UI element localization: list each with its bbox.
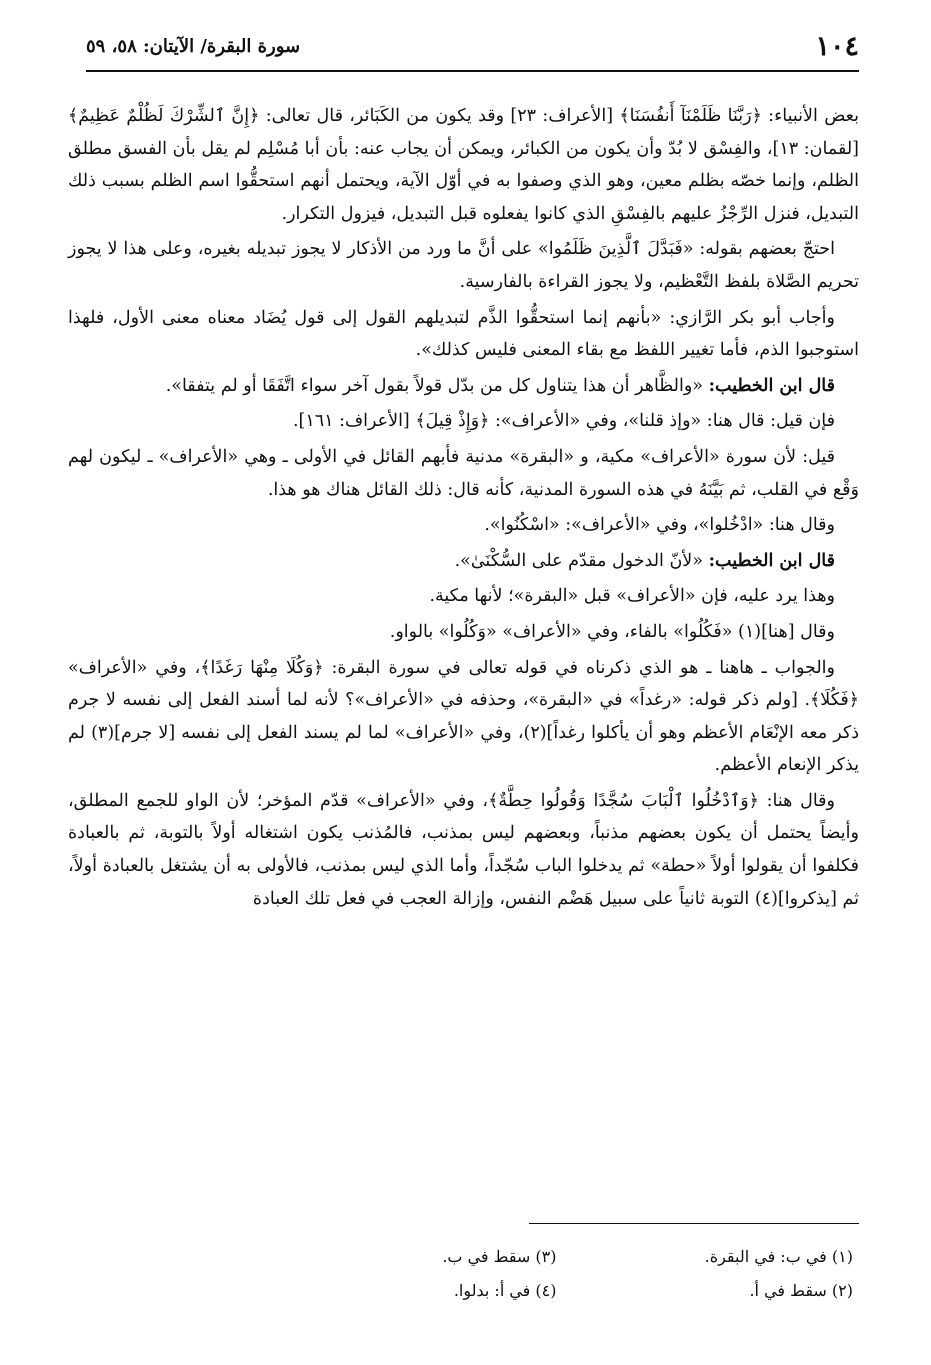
speaker-label: قال ابن الخطيب: [708,375,835,396]
header-rule [86,70,859,72]
footnote: (١) في ب: في البقرة. [704,1247,853,1266]
paragraph [68,405,859,438]
speaker-label: قال ابن الخطيب: [708,550,835,571]
paragraph-text: وهذا يرد عليه، فإن «الأعراف» قبل «البقرة»؛ لأنها مكية. [429,586,835,607]
running-header [86,30,859,66]
paragraph-text: قيل: لأن سورة «الأعراف» مكية، و «البقرة» مدنية فأبهم القائل في الأولى ـ وهي «الأعراف» ـ ليكون لهم وَقْع في القلب، ثم بَيَّنَهُ في هذه السورة المدنية، كأنه قال: ذلك القائل هناك هو هذا. [68,446,859,500]
footnote-rule [529,1223,859,1224]
paragraph [68,580,859,613]
paragraph-text: بعض الأنبياء: ﴿رَبَّنَا ظَلَمْنَآ أَنفُسَنَا﴾ [الأعراف: ٢٣] وقد يكون من الكَبَائر، قال تعالى: ﴿إِنَّ ٱلشِّرْكَ لَظُلْمٌ عَظِيمٌ﴾ [لقمان: ١٣]، والفِسْق لا بُدّ وأن يكون من الكبائر، ويمكن أن يجاب عنه: بأن أبا مُسْلِم لم يقل بأن الفسق مطلق الظلم، وإنما خصّه بظلم معين، وهو الذي وصفوا به في أوّل الآية، ويحتمل أنهم استحقُّوا اسم الظلم بسبب ذلك التبديل، فنزل الرِّجْزُ عليهم بالفِسْقِ الذي كانوا يفعلوه قبل التبديل، فيزول التكرار. [68,106,859,224]
paragraph [68,509,859,542]
paragraph [68,616,859,649]
page-number: ١٠٤ [815,31,859,62]
footnote: (٢) سقط في أ. [749,1281,853,1300]
paragraph [68,370,859,403]
paragraph-text: احتجّ بعضهم بقوله: «فَبَدَّلَ ٱلَّذِينَ ظَلَمُوا» على أنَّ ما ورد من الأذكار لا يجوز تبديله بغيره، وعلى هذا لا يجوز تحريم الصَّلاة بلفظ التَّعْظيم، ولا يجوز القراءة بالفارسية. [68,239,859,292]
paragraph-text: وقال هنا: ﴿وَٱدْخُلُوا ٱلْبَابَ سُجَّدًا وَقُولُوا حِطَّةٌ﴾، وفي «الأعراف» قدّم المؤخر؛ لأن الواو للجمع المطلق، وأيضاً يحتمل أن يكون بعضهم مذنباً، وبعضهم ليس بمذنب، فالمُذنب يكون اشتغاله أولاً بالتوبة، ثم بالعبادة فكلفوا أن يقولوا أولاً «حطة» ثم يدخلوا الباب سُجّداً، وأما الذي ليس بمذنب، فالأولى به أن يشتغل بالعبادة أولاً، ثم [يذكروا](٤) التوبة ثانياً على سبيل هَضْم النفس، وإزالة العجب في فعل تلك العبادة [68,790,859,909]
paragraph-text: وقال هنا: «ادْخُلوا»، وفي «الأعراف»: «اسْكُنُوا». [484,515,835,536]
paragraph [68,785,859,915]
paragraph-text: «والظَّاهر أن هذا يتناول كل من بدّل قولاً بقول آخر سواء اتَّفَقَا أو لم يتفقا». [165,375,709,396]
paragraph [68,441,859,506]
paragraph-text: والجواب ـ هاهنا ـ هو الذي ذكرناه في قوله تعالى في سورة البقرة: ﴿وَكُلَا مِنْهَا رَغَدًا﴾، وفي «الأعراف» ﴿فَكُلَا﴾. [ولم ذكر قوله: «رغداً» في «البقرة»، وحذفه في «الأعراف»؟ لأنه لما أسند الفعل إلى نفسه لا جرم ذكر معه الإنْعَام الأعظم وهو أن يأكلوا رغداً](٢)، وفي «الأعراف» لما لم يسند الفعل إلى نفسه [لا جرم](٣) لم يذكر الإنعام الأعظم. [68,657,859,776]
footnote: (٣) سقط في ب. [442,1247,557,1266]
footnotes [300,1240,853,1308]
paragraph-text: وأجاب أبو بكر الرَّازي: «بأنهم إنما استحقُّوا الذَّم لتبديلهم القول إلى قول يُضَاد معناه معنى الأول، فلهذا استوجبوا الذم، فأما تغيير اللفظ مع بقاء المعنى فليس كذلك». [68,307,859,361]
paragraph [68,545,859,578]
running-title: سورة البقرة/ الآيتان: ٥٨، ٥٩ [86,36,301,57]
paragraph [68,652,859,782]
body-text [68,100,859,918]
paragraph-text: فإن قيل: قال هنا: «وإذ قلنا»، وفي «الأعراف»: ﴿وَإِذْ قِيلَ﴾ [الأعراف: ١٦١]. [292,411,835,432]
footnote: (٤) في أ: بدلوا. [453,1281,557,1300]
paragraph [68,302,859,367]
paragraph [68,233,859,298]
paragraph-text: وقال [هنا](١) «فَكُلُوا» بالفاء، وفي «الأعراف» «وَكُلُوا» بالواو. [389,621,835,642]
paragraph [68,100,859,230]
paragraph-text: «لأنّ الدخول مقدّم على السُّكْنَىٰ». [454,550,709,571]
